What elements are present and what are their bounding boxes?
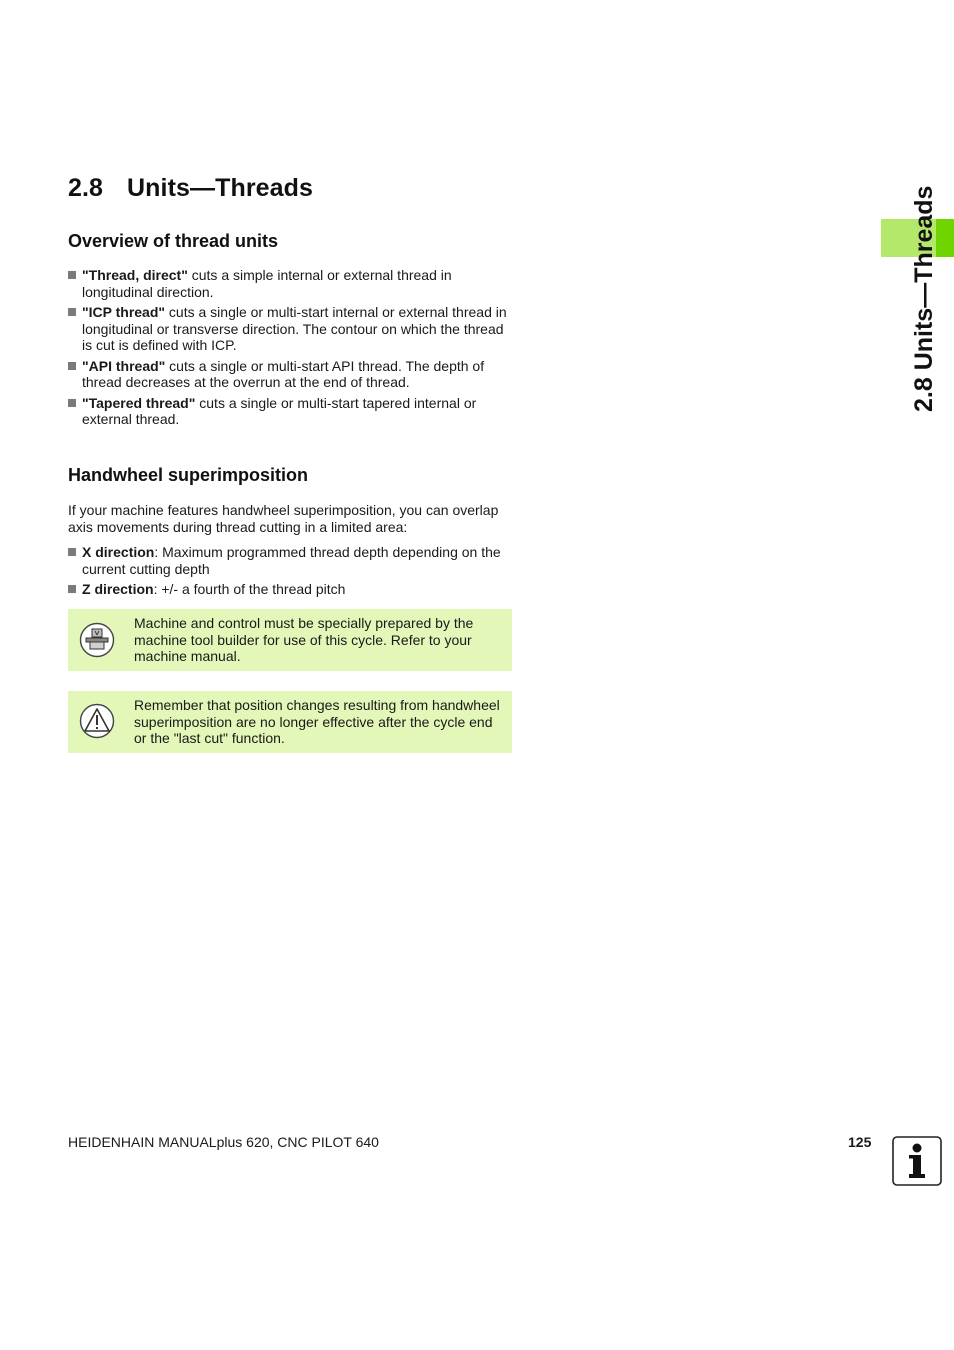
footer-title: HEIDENHAIN MANUALplus 620, CNC PILOT 640 [68, 1134, 379, 1150]
bullet-square-icon [68, 362, 76, 370]
list-item-term: Z direction [82, 581, 154, 597]
machine-icon [79, 622, 115, 658]
list-item-term: "ICP thread" [82, 304, 166, 320]
handwheel-heading: Handwheel superimposition [68, 465, 309, 485]
list-item-text: cuts a single or multi-start API thread. The depth of thread decreases at the overrun at the end of thread. [82, 357, 485, 390]
section-number: 2.8 [68, 174, 104, 202]
list-item [68, 544, 513, 577]
list-item [68, 581, 513, 598]
list-item-text: cuts a single or multi-start internal or external thread in longitudinal or transverse direction. The contour on which the thread is cut is defined with ICP. [82, 304, 507, 353]
note-box-warning [68, 691, 512, 753]
section-title-text: Units—Threads [127, 174, 314, 202]
list-item [68, 358, 513, 391]
note-box-machine [68, 609, 512, 671]
bullet-square-icon [68, 308, 76, 316]
list-item [68, 304, 513, 354]
handwheel-intro: If your machine features handwheel superimposition, you can overlap axis movements during thread cutting in a limited area: [68, 502, 499, 535]
list-item-term: X direction [82, 544, 155, 560]
list-item-text: cuts a simple internal or external thread in longitudinal direction. [82, 267, 452, 300]
page-number: 125 [848, 1134, 872, 1150]
list-item-text: : +/- a fourth of the thread pitch [153, 581, 346, 597]
page-title [68, 174, 313, 203]
note-text: Remember that position changes resulting from handwheel superimposition are no longer effective after the cycle end or the "last cut" function. [134, 697, 500, 746]
bullet-square-icon [68, 271, 76, 279]
warning-icon [79, 703, 115, 739]
overview-heading: Overview of thread units [68, 231, 279, 251]
list-item-term: "Tapered thread" [82, 394, 196, 411]
list-item [68, 395, 513, 428]
list-item-term: "API thread" [82, 357, 166, 374]
list-item [68, 267, 513, 300]
bullet-square-icon [68, 585, 76, 593]
note-text: Machine and control must be specially prepared by the machine tool builder for use of this cycle. Refer to your machine manual. [134, 615, 474, 664]
list-item-text: : Maximum programmed thread depth depending on the current cutting depth [82, 544, 501, 577]
bullet-square-icon [68, 548, 76, 556]
handwheel-list [68, 544, 513, 602]
overview-list [68, 267, 513, 432]
side-chapter-title: 2.8 Units—Threads [910, 185, 938, 412]
list-item-term: "Thread, direct" [82, 267, 188, 283]
list-item-text: cuts a single or multi-start tapered internal or external thread. [82, 394, 477, 427]
bullet-square-icon [68, 399, 76, 407]
info-icon [892, 1136, 942, 1186]
